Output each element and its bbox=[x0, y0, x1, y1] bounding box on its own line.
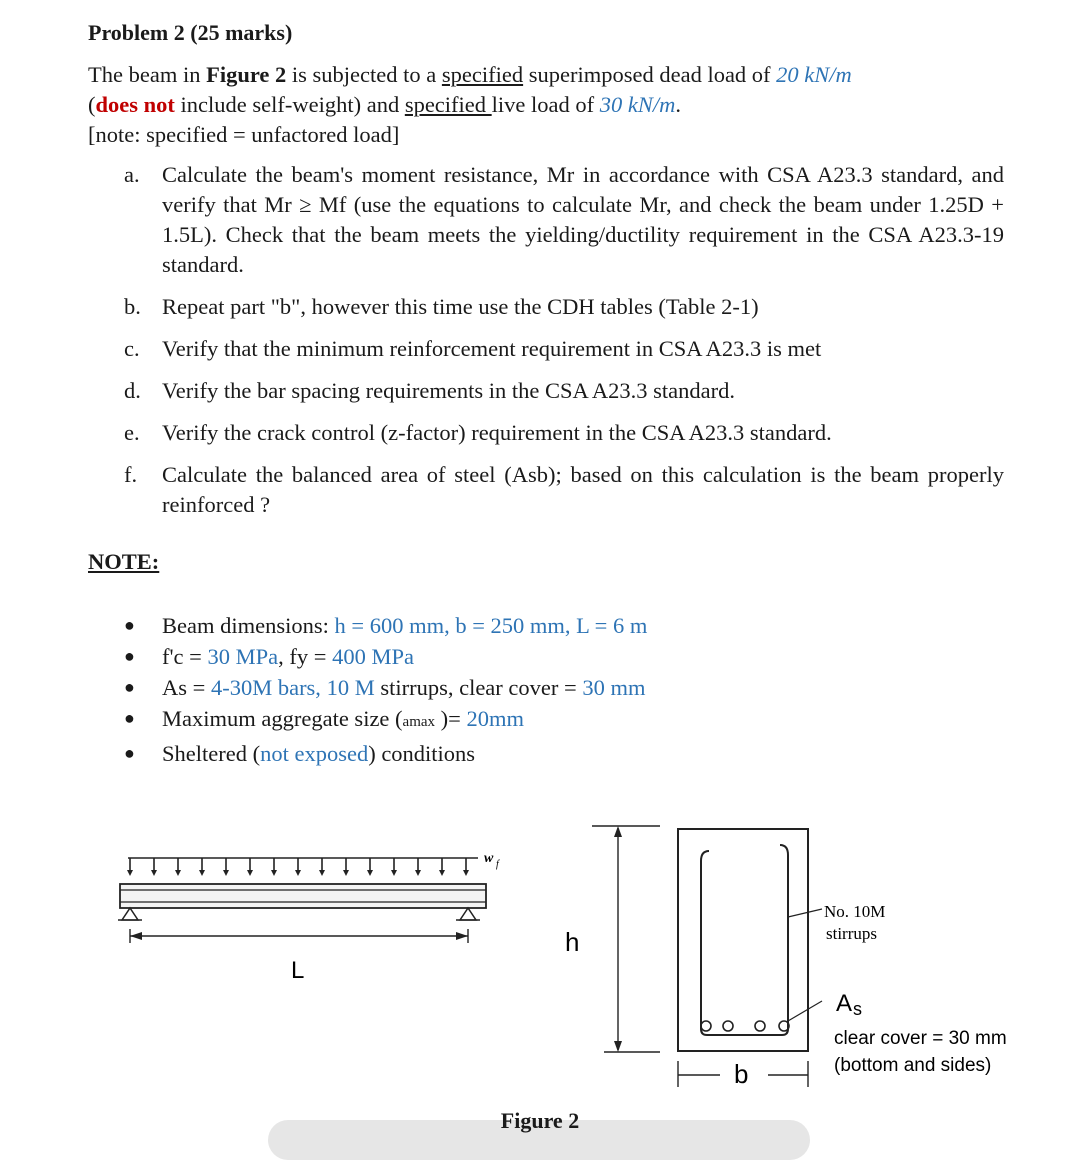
left-support bbox=[118, 908, 142, 920]
note-label: Maximum aggregate size ( bbox=[162, 706, 403, 731]
stirrup-size-value: 10 M bbox=[326, 675, 375, 700]
part-label: a. bbox=[124, 162, 140, 187]
amax-subscript: amax bbox=[402, 714, 436, 730]
question-part-e bbox=[124, 418, 1004, 448]
note-label: )= bbox=[435, 706, 467, 731]
part-text: Calculate the beam's moment resistance, Mr in accordance with CSA A23.3 standard, and verify that Mr ≥ Mf (use the equations to calculate Mr, and check the beam under 1.25D + 1.5L). Check that the beam meets the yielding/ductility requirement in the CSA A23.3-19 standard. bbox=[162, 162, 1004, 277]
bullet-icon: ● bbox=[124, 646, 135, 666]
note-item-materials bbox=[124, 641, 647, 672]
note-label: stirrups, clear cover = bbox=[374, 675, 583, 700]
cover-label: (bottom and sides) bbox=[834, 1055, 992, 1076]
stirrup-label: No. 10M bbox=[824, 902, 886, 921]
note-label: ) conditions bbox=[368, 741, 476, 766]
arrowhead-icon bbox=[456, 932, 468, 940]
rebar bbox=[723, 1021, 733, 1031]
as-label: A bbox=[836, 990, 853, 1017]
fy-value: 400 MPa bbox=[332, 644, 414, 669]
beam-dimensions-value: h = 600 mm, b = 250 mm, L = 6 m bbox=[334, 613, 648, 638]
problem-title: Problem 2 (25 marks) bbox=[88, 20, 293, 45]
intro-text: ( bbox=[88, 92, 96, 117]
note-list bbox=[124, 610, 647, 769]
cover-label: clear cover = 30 mm bbox=[834, 1028, 1007, 1049]
note-label: f'c = bbox=[162, 644, 208, 669]
intro-text: . bbox=[675, 92, 682, 117]
aggregate-value: 20mm bbox=[466, 706, 524, 731]
part-label: b. bbox=[124, 294, 141, 319]
does-not-emphasis: does not bbox=[95, 92, 175, 117]
intro-text: live load of bbox=[491, 92, 600, 117]
question-part-a bbox=[124, 160, 1004, 280]
part-text: Verify the crack control (z-factor) requirement in the CSA A23.3 standard. bbox=[162, 420, 832, 445]
figure-caption: Figure 2 bbox=[500, 1108, 580, 1133]
arrowhead-icon bbox=[130, 932, 142, 940]
rebar bbox=[701, 1021, 711, 1031]
stirrup-label: stirrups bbox=[826, 924, 877, 943]
note-item-dimensions bbox=[124, 610, 647, 641]
question-part-f bbox=[124, 460, 1004, 520]
load-subscript: f bbox=[496, 859, 499, 870]
exposure-value: not exposed bbox=[260, 741, 369, 766]
leader-lines bbox=[788, 909, 822, 1021]
intro-text: is subjected to a bbox=[286, 62, 442, 87]
live-load-value: 30 kN/m bbox=[599, 92, 676, 117]
fc-value: 30 MPa bbox=[207, 644, 279, 669]
bullet-icon: ● bbox=[124, 743, 135, 763]
right-support bbox=[456, 908, 480, 920]
load-label: w bbox=[484, 851, 494, 866]
part-text: Verify the bar spacing requirements in the CSA A23.3 standard. bbox=[162, 378, 736, 403]
width-label: b bbox=[734, 1059, 749, 1089]
problem-intro bbox=[88, 60, 1008, 150]
note-label: Beam dimensions: bbox=[162, 613, 335, 638]
specified-underlined: specified bbox=[404, 92, 492, 117]
note-label: As = bbox=[162, 675, 211, 700]
rebar bbox=[755, 1021, 765, 1031]
specified-underlined: specified bbox=[441, 62, 524, 87]
bullet-icon: ● bbox=[124, 615, 135, 635]
question-part-b bbox=[124, 292, 1004, 322]
bullet-icon: ● bbox=[124, 708, 135, 728]
part-label: d. bbox=[124, 378, 141, 403]
beam-cross-section-diagram bbox=[560, 815, 1020, 1105]
dead-load-value: 20 kN/m bbox=[776, 62, 852, 87]
intro-text: superimposed dead load of bbox=[523, 62, 777, 87]
note-label: Sheltered ( bbox=[162, 741, 261, 766]
part-text: Verify that the minimum reinforcement requirement in CSA A23.3 is met bbox=[162, 336, 822, 361]
intro-text: The beam in bbox=[88, 62, 207, 87]
question-parts-list bbox=[124, 160, 1004, 520]
beam-body bbox=[120, 884, 486, 908]
height-dimension-line bbox=[592, 826, 660, 1052]
as-label-subscript: s bbox=[853, 999, 862, 1019]
unfactored-note: [note: specified = unfactored load] bbox=[88, 122, 400, 147]
load-arrows bbox=[128, 858, 478, 872]
part-text: Repeat part "b", however this time use the CDH tables (Table 2-1) bbox=[162, 294, 759, 319]
note-item-steel bbox=[124, 672, 647, 703]
note-item-exposure bbox=[124, 738, 647, 769]
part-text: Calculate the balanced area of steel (Asb); based on this calculation is the beam properly reinforced ? bbox=[162, 462, 1004, 517]
stirrup-hook bbox=[780, 845, 788, 855]
bullet-icon: ● bbox=[124, 677, 135, 697]
arrowhead-icon bbox=[614, 826, 622, 837]
note-label: , fy = bbox=[278, 644, 333, 669]
intro-text: include self-weight) and bbox=[174, 92, 405, 117]
question-part-c bbox=[124, 334, 1004, 364]
question-part-d bbox=[124, 376, 1004, 406]
cover-value: 30 mm bbox=[582, 675, 646, 700]
part-label: c. bbox=[124, 336, 140, 361]
height-label: h bbox=[565, 927, 580, 957]
arrowhead-icon bbox=[614, 1041, 622, 1052]
load-arrowheads bbox=[127, 870, 469, 876]
bars-value: 4-30M bars, bbox=[210, 675, 327, 700]
note-heading: NOTE: bbox=[88, 549, 160, 574]
span-dimension-line bbox=[130, 929, 468, 943]
stirrup-hook bbox=[701, 851, 709, 861]
stirrup bbox=[701, 855, 788, 1035]
part-label: f. bbox=[124, 462, 138, 487]
figure-reference: Figure 2 bbox=[206, 62, 287, 87]
span-label: L bbox=[291, 957, 305, 984]
note-item-aggregate bbox=[124, 703, 647, 738]
part-label: e. bbox=[124, 420, 140, 445]
